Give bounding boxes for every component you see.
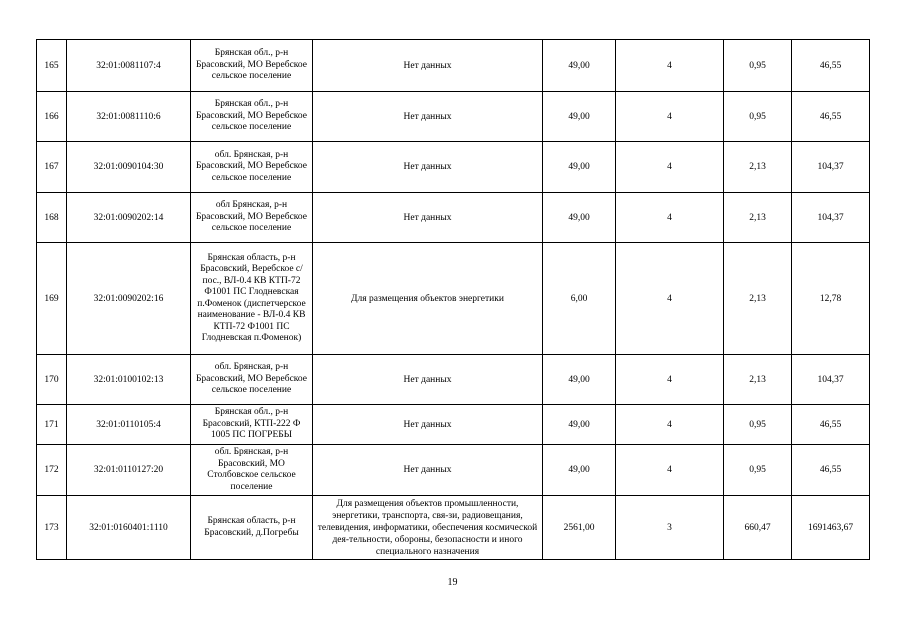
area: 2561,00 <box>543 496 616 560</box>
total: 46,55 <box>792 92 870 142</box>
address: Брянская область, р-н Брасовский, д.Погребы <box>191 496 313 560</box>
table-row <box>37 405 870 445</box>
total: 46,55 <box>792 445 870 496</box>
row-number: 173 <box>37 496 67 560</box>
category: 4 <box>616 355 724 405</box>
category: 4 <box>616 40 724 92</box>
purpose: Нет данных <box>313 92 543 142</box>
total: 104,37 <box>792 142 870 193</box>
area: 49,00 <box>543 405 616 445</box>
category: 4 <box>616 92 724 142</box>
row-number: 170 <box>37 355 67 405</box>
purpose: Нет данных <box>313 405 543 445</box>
purpose: Нет данных <box>313 355 543 405</box>
total: 46,55 <box>792 405 870 445</box>
category: 4 <box>616 405 724 445</box>
address: обл. Брянская, р-н Брасовский, МО Веребское сельское поселение <box>191 355 313 405</box>
table-body <box>37 40 870 560</box>
purpose: Нет данных <box>313 193 543 243</box>
table-row <box>37 92 870 142</box>
table-row <box>37 445 870 496</box>
row-number: 166 <box>37 92 67 142</box>
rate: 0,95 <box>724 445 792 496</box>
rate: 2,13 <box>724 243 792 355</box>
address: Брянская область, р-н Брасовский, Веребское с/пос., ВЛ-0.4 КВ КТП-72 Ф1001 ПС Глодневская п.Фоменок (диспетчерское наименование - ВЛ-0.4 КВ КТП-72 Ф1001 ПС Глодневская п.Фоменок) <box>191 243 313 355</box>
category: 4 <box>616 142 724 193</box>
purpose: Нет данных <box>313 40 543 92</box>
area: 49,00 <box>543 92 616 142</box>
category: 3 <box>616 496 724 560</box>
cadastral-number: 32:01:0160401:1110 <box>67 496 191 560</box>
table-row <box>37 355 870 405</box>
row-number: 165 <box>37 40 67 92</box>
total: 12,78 <box>792 243 870 355</box>
row-number: 169 <box>37 243 67 355</box>
purpose: Нет данных <box>313 445 543 496</box>
total: 104,37 <box>792 193 870 243</box>
purpose: Нет данных <box>313 142 543 193</box>
cadastral-number: 32:01:0110127:20 <box>67 445 191 496</box>
table-row <box>37 40 870 92</box>
address: Брянская обл., р-н Брасовский, КТП-222 Ф 1005 ПС ПОГРЕБЫ <box>191 405 313 445</box>
rate: 0,95 <box>724 40 792 92</box>
rate: 2,13 <box>724 193 792 243</box>
category: 4 <box>616 193 724 243</box>
cadastral-number: 32:01:0100102:13 <box>67 355 191 405</box>
area: 6,00 <box>543 243 616 355</box>
cadastral-number: 32:01:0090202:16 <box>67 243 191 355</box>
area: 49,00 <box>543 142 616 193</box>
row-number: 171 <box>37 405 67 445</box>
address: обл. Брянская, р-н Брасовский, МО Веребское сельское поселение <box>191 142 313 193</box>
row-number: 168 <box>37 193 67 243</box>
area: 49,00 <box>543 40 616 92</box>
area: 49,00 <box>543 445 616 496</box>
rate: 0,95 <box>724 92 792 142</box>
page-number: 19 <box>447 577 458 588</box>
table-row <box>37 193 870 243</box>
purpose: Для размещения объектов энергетики <box>313 243 543 355</box>
total: 104,37 <box>792 355 870 405</box>
address: Брянская обл., р-н Брасовский, МО Веребское сельское поселение <box>191 40 313 92</box>
total: 1691463,67 <box>792 496 870 560</box>
cadastral-number: 32:01:0110105:4 <box>67 405 191 445</box>
area: 49,00 <box>543 355 616 405</box>
rate: 660,47 <box>724 496 792 560</box>
area: 49,00 <box>543 193 616 243</box>
table-row <box>37 496 870 560</box>
rate: 2,13 <box>724 355 792 405</box>
address: обл. Брянская, р-н Брасовский, МО Столбовское сельское поселение <box>191 445 313 496</box>
rate: 2,13 <box>724 142 792 193</box>
cadastral-number: 32:01:0090104:30 <box>67 142 191 193</box>
address: обл Брянская, р-н Брасовский, МО Веребское сельское поселение <box>191 193 313 243</box>
row-number: 172 <box>37 445 67 496</box>
row-number: 167 <box>37 142 67 193</box>
address: Брянская обл., р-н Брасовский, МО Веребское сельское поселение <box>191 92 313 142</box>
purpose: Для размещения объектов промышленности, энергетики, транспорта, свя-зи, радиовещания, телевидения, информатики, обеспечения космической дея-тельности, обороны, безопасности и иного специального назначения <box>313 496 543 560</box>
rate: 0,95 <box>724 405 792 445</box>
category: 4 <box>616 243 724 355</box>
table-row <box>37 243 870 355</box>
table-row <box>37 142 870 193</box>
cadastral-number: 32:01:0081110:6 <box>67 92 191 142</box>
cadastral-number: 32:01:0090202:14 <box>67 193 191 243</box>
cadastral-number: 32:01:0081107:4 <box>67 40 191 92</box>
land-plots-table <box>36 39 870 560</box>
category: 4 <box>616 445 724 496</box>
total: 46,55 <box>792 40 870 92</box>
